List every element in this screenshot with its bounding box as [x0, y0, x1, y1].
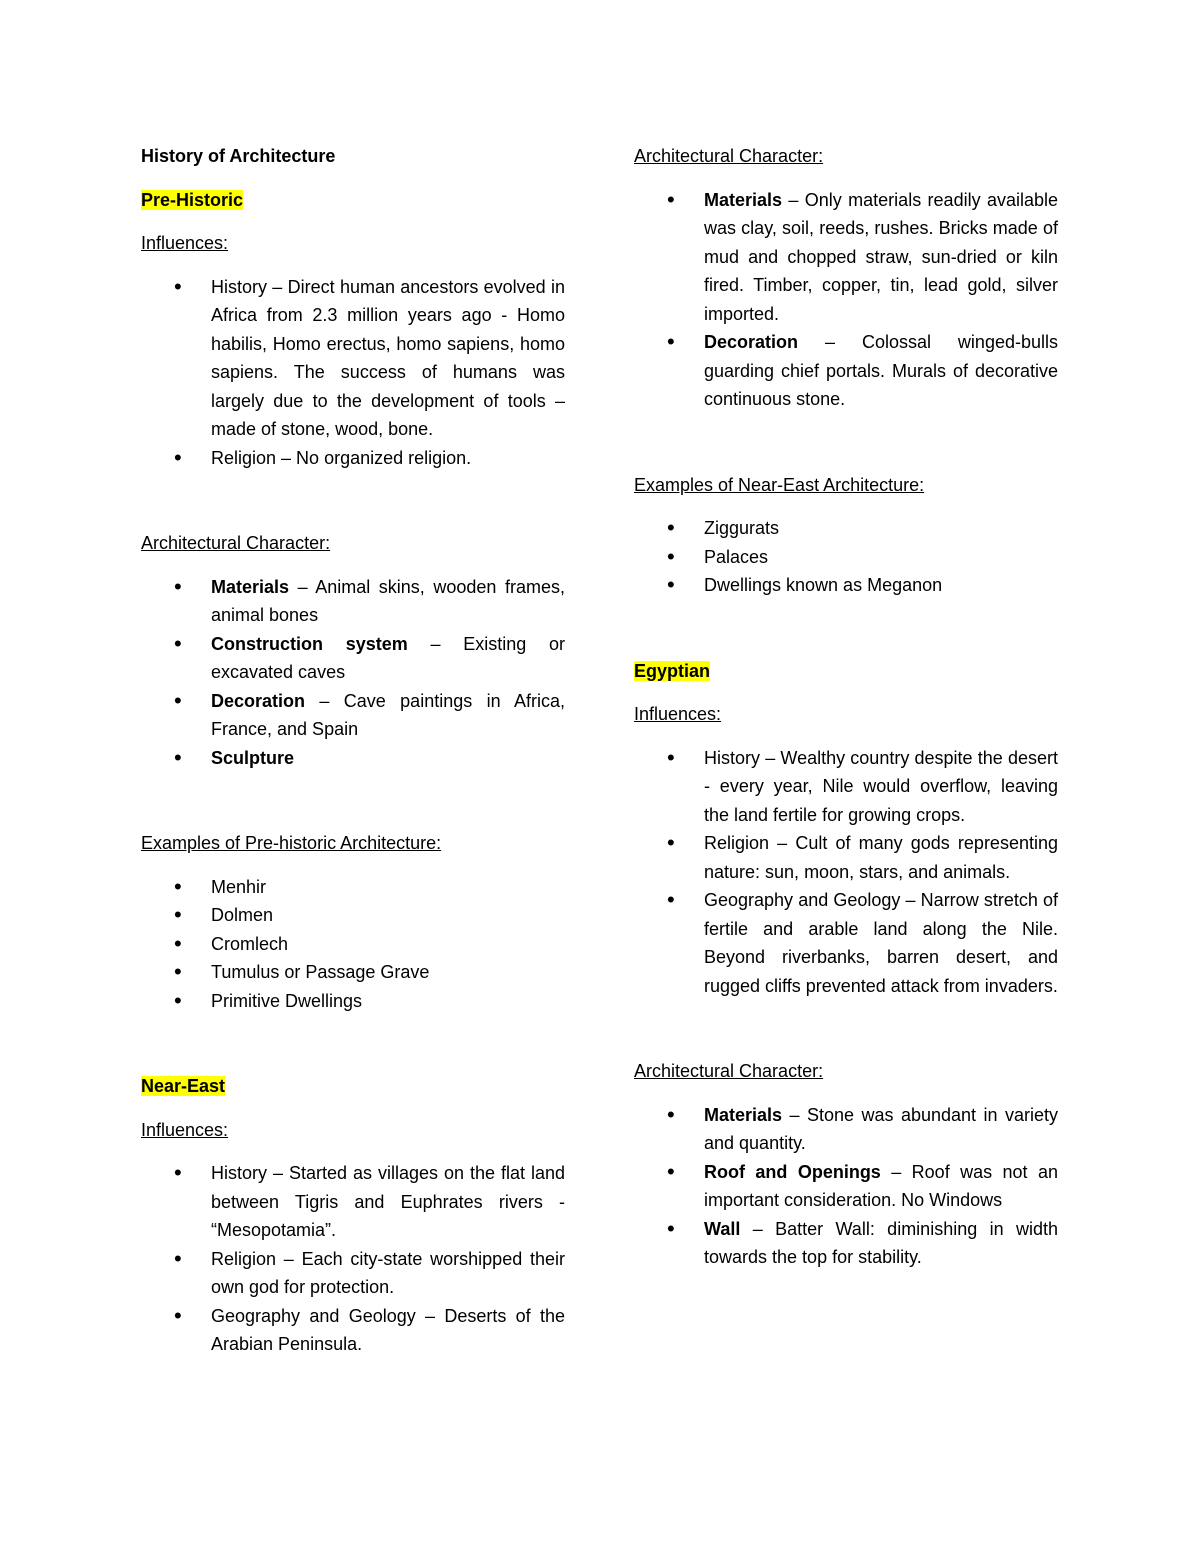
list-item-term: Construction system [211, 633, 408, 654]
section-title-egyptian-text: Egyptian [634, 660, 711, 681]
section-title-near-east [141, 1072, 565, 1101]
list-item-text: Dwellings known as Meganon [704, 575, 943, 595]
section-title-egyptian [634, 657, 1058, 686]
list-item-text: Menhir [211, 876, 267, 897]
list-item-text: History – Direct human ancestors evolved in Africa from 2.3 million years ago - Homo habilis, Homo erectus, homo sapiens, homo sapiens. The success of humans was largely due to the development of tools – made of stone, wood, bone. [211, 276, 565, 439]
left-column [141, 142, 565, 1359]
list-item-text: Religion – Each city-state worshipped their own god for protection. [211, 1248, 565, 1297]
list-item [141, 873, 565, 902]
egyptian-character-list [634, 1101, 1058, 1272]
list-item-text: – Animal skins, wooden frames, animal bones [211, 576, 565, 625]
list-item-text: Primitive Dwellings [211, 990, 363, 1011]
list-item-term: Wall [704, 1218, 741, 1239]
list-item [141, 573, 565, 630]
egyptian-influences-list [634, 744, 1058, 1001]
list-item [141, 930, 565, 959]
prehistoric-examples-list [141, 873, 565, 1016]
list-item-text: Cromlech [211, 933, 289, 954]
list-item-text: Ziggurats [704, 518, 780, 538]
list-item-text: Religion – No organized religion. [211, 447, 472, 468]
influences-heading: Influences: [141, 233, 229, 253]
list-item-text: – Only materials readily available was clay, soil, reeds, rushes. Bricks made of mud and chopped straw, sun-dried or kiln fired. Timber, copper, tin, lead gold, silver imported. [704, 189, 1058, 324]
list-item [634, 186, 1058, 329]
document-title: History of Architecture [141, 146, 336, 166]
examples-heading: Examples of Pre-historic Architecture: [141, 833, 442, 853]
list-item-term: Decoration [704, 332, 799, 352]
list-item-text: Geography and Geology – Deserts of the Arabian Peninsula. [211, 1305, 565, 1354]
right-column [634, 142, 1058, 1272]
near-east-influences-list [141, 1159, 565, 1359]
list-item-text: History – Started as villages on the flat land between Tigris and Euphrates rivers - “Mesopotamia”. [211, 1163, 565, 1240]
section-title-near-east-text: Near-East [141, 1076, 226, 1096]
list-item [634, 328, 1058, 414]
list-item-text: – Colossal winged-bulls guarding chief portals. Murals of decorative continuous stone. [704, 332, 1058, 409]
list-item [141, 987, 565, 1016]
influences-heading: Influences: [141, 1119, 229, 1140]
list-item [141, 901, 565, 930]
list-item [634, 886, 1058, 1000]
examples-heading: Examples of Near-East Architecture: [634, 474, 925, 495]
section-title-prehistoric-text: Pre-Historic [141, 189, 244, 210]
list-item [634, 829, 1058, 886]
list-item [141, 1302, 565, 1359]
list-item-text: – Batter Wall: diminishing in width towards the top for stability. [704, 1218, 1058, 1267]
list-item-term: Roof and Openings [704, 1161, 881, 1182]
list-item-text: Palaces [704, 546, 769, 567]
near-east-character-list [634, 186, 1058, 414]
list-item-text: Geography and Geology – Narrow stretch of fertile and arable land along the Nile. Beyond riverbanks, barren desert, and rugged cliffs prevented attack from invaders. [704, 890, 1058, 996]
list-item [634, 571, 1058, 600]
list-item [141, 630, 565, 687]
near-east-examples-list [634, 514, 1058, 600]
list-item [634, 1101, 1058, 1158]
list-item [141, 1159, 565, 1245]
architectural-character-heading: Architectural Character: [634, 146, 824, 166]
list-item [634, 1215, 1058, 1272]
list-item-text: Dolmen [211, 905, 274, 925]
list-item [634, 543, 1058, 572]
prehistoric-influences-list [141, 273, 565, 473]
list-item-term: Materials [704, 189, 783, 210]
list-item-term: Materials [704, 1104, 783, 1125]
list-item [141, 744, 565, 773]
list-item-text: Religion – Cult of many gods representing nature: sun, moon, stars, and animals. [704, 833, 1058, 882]
list-item-text: – Cave paintings in Africa, France, and Spain [211, 690, 565, 739]
prehistoric-character-list [141, 573, 565, 773]
list-item-term: Sculpture [211, 747, 295, 768]
list-item-text: – Roof was not an important consideration. No Windows [704, 1161, 1058, 1210]
list-item-text: – Existing or excavated caves [211, 633, 565, 682]
architectural-character-heading: Architectural Character: [634, 1061, 824, 1081]
list-item-text: History – Wealthy country despite the desert - every year, Nile would overflow, leaving the land fertile for growing crops. [704, 747, 1058, 825]
list-item [141, 273, 565, 444]
section-title-prehistoric [141, 186, 565, 215]
list-item [634, 514, 1058, 543]
list-item-term: Decoration [211, 690, 306, 711]
list-item [141, 687, 565, 744]
list-item-text: – Stone was abundant in variety and quantity. [704, 1104, 1058, 1153]
list-item [634, 744, 1058, 830]
list-item-term: Materials [211, 576, 290, 597]
influences-heading: Influences: [634, 704, 722, 724]
list-item [141, 1245, 565, 1302]
architectural-character-heading: Architectural Character: [141, 533, 331, 553]
list-item [141, 958, 565, 987]
list-item [634, 1158, 1058, 1215]
list-item [141, 444, 565, 473]
list-item-text: Tumulus or Passage Grave [211, 962, 430, 982]
